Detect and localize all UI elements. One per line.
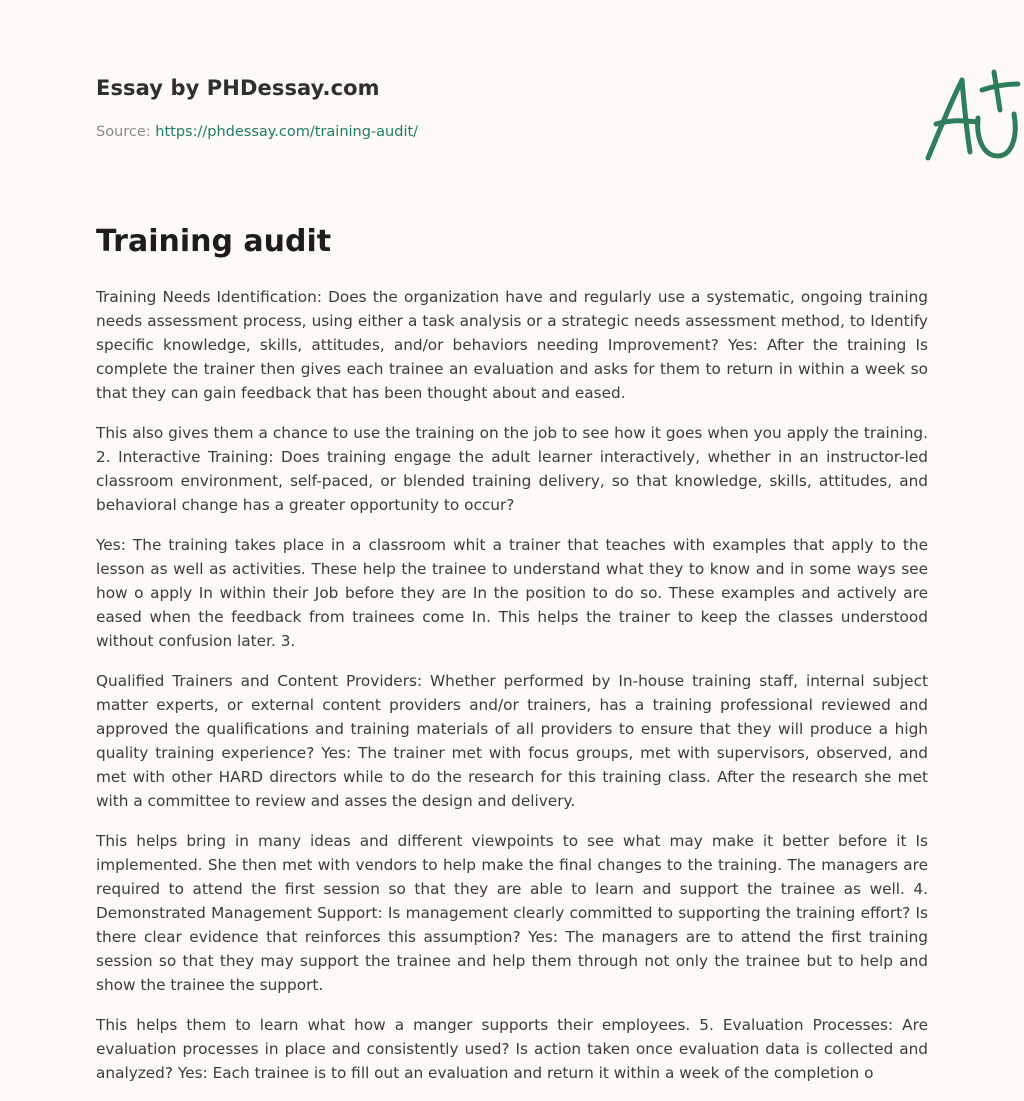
essay-paragraph: Yes: The training takes place in a classroom whit a trainer that teaches with examples that apply to the lesson as well as activities. These help the trainee to understand what they to know and in some ways see how o apply In within their Job before they are In the position to do so. These examples and actively are eased when the feedback from trainees come In. This helps the trainer to keep the classes understood without confusion later. 3. [96, 536, 928, 650]
essay-paragraph: This also gives them a chance to use the training on the job to see how it goes when you apply the training. 2. Interactive Training: Does training engage the adult learner interactively, whether in an instructor-led classroom environment, self-paced, or blended training delivery, so that knowledge, skills, attitudes, and behavioral change has a greater opportunity to occur? [96, 424, 928, 514]
essay-body [96, 285, 928, 1101]
source-link[interactable]: https://phdessay.com/training-audit/ [155, 124, 419, 140]
essay-paragraph: This helps bring in many ideas and different viewpoints to see what may make it better before it Is implemented. She then met with vendors to help make the final changes to the training. The managers are required to attend the first session so that they are able to learn and support the trainee as well. 4. Demonstrated Management Support: Is management clearly committed to supporting the training effort? Is there clear evidence that reinforces this assumption? Yes: The managers are to attend the first training session so that they may support the trainee and help them through not only the trainee but to help and show the trainee the support. [96, 832, 928, 994]
essay-title: Training audit [96, 224, 332, 259]
essay-paragraph: This helps them to learn what how a manger supports their employees. 5. Evaluation Processes: Are evaluation processes in place and consistently used? Is action taken once evaluation data is collected and analyzed? Yes: Each trainee is to fill out an evaluation and return it within a week of the completion o [96, 1016, 928, 1082]
site-title: Essay by PHDessay.com [96, 76, 380, 100]
essay-paragraph: Training Needs Identification: Does the organization have and regularly use a systematic, ongoing training needs assessment process, using either a task analysis or a strategic needs assessment method, to Identify specific knowledge, skills, attitudes, and/or behaviors needing Improvement? Yes: After the training Is complete the trainer then gives each trainee an evaluation and asks for them to return in within a week so that they can gain feedback that has been thought about and eased. [96, 288, 928, 402]
source-line [96, 124, 418, 140]
a-plus-logo-icon [916, 64, 1024, 168]
essay-paragraph: Qualified Trainers and Content Providers: Whether performed by In-house training staff, internal subject matter experts, or external content providers and/or trainers, has a training professional reviewed and approved the qualifications and training materials of all providers to ensure that they will produce a high quality training experience? Yes: The trainer met with focus groups, met with supervisors, observed, and met with other HARD directors while to do the research for this training class. After the research she met with a committee to review and asses the design and delivery. [96, 672, 928, 810]
source-label: Source: [96, 124, 156, 140]
